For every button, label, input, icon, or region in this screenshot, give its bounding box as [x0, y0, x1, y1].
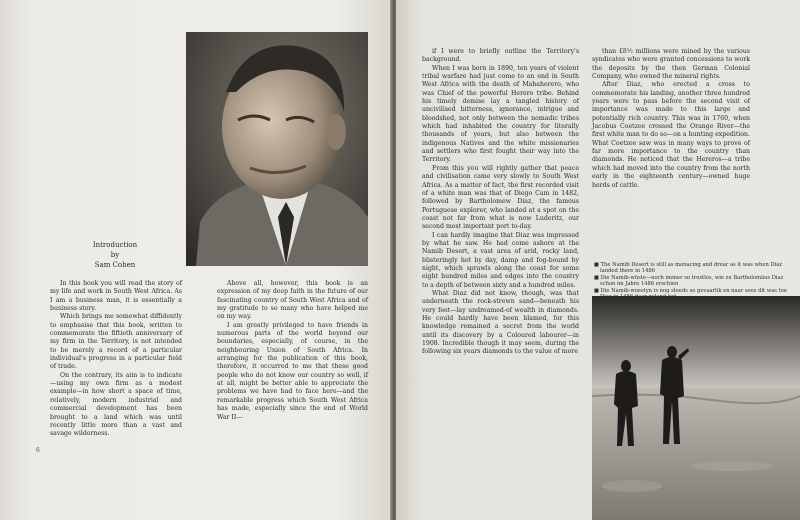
desert-photo [592, 296, 800, 520]
intro-line-3: Sam Cohen [94, 261, 136, 269]
left-page [0, 0, 392, 520]
paragraph: What Diaz did not know, though, was that underneath the rock-strewn sand—beneath his very feet—lay undreamed-of wealth in diamonds. He could hardly have been blamed, for this knowledge remained a secret from the world until its discovery by a Coloured labourer—in 1908. Incredible though it may seem, during the following six years diamonds to the value of more [422, 289, 579, 356]
caption-english: ■ The Namib Desert is still as menacing and drear as it was when Diaz landed there in 1486 [594, 262, 783, 275]
paragraph: I can hardly imagine that Diaz was impressed by what he saw. He had come ashore at the Namib Desert, a vast area of arid, rocky land, blisteringly hot by day, damp and fog-bound by night, which sprawls along the coast for some eight hundred miles and edges into the country to a depth of between sixty and a hundred miles. [422, 231, 579, 289]
portrait-illustration [186, 32, 368, 266]
text-column-2 [217, 280, 368, 422]
intro-line-1: Introduction [92, 241, 138, 249]
paragraph: if I were to briefly outline the Territory's background. [422, 48, 579, 64]
paragraph: I am greatly privileged to have friends in numerous parts of the world beyond our boundaries, especially, of course, in the neighbouring Union of South Africa. In arranging for the publication of this book, therefore, it occurred to me that these good people who do not know our country so well, if at all, might be better able to appreciate the problems we have had to face here—and the remarkable progress which South West Africa has made, especially since the end of World War II— [217, 321, 368, 421]
portrait-photo [186, 32, 368, 266]
paragraph: In this book you will read the story of my life and work in South West Africa. As I am a business man, it is essentially a business story. [50, 280, 182, 313]
paragraph: From this you will rightly gather that peace and civilisation came very slowly to South West Africa. As a matter of fact, the first recorded visit of a white man was that of Diego Cam in 1482, followed by Bartholomew Diaz, the famous Portuguese explorer, who landed at a spot on the coast not far from what is now Luderitz, our second most important port to-day. [422, 164, 579, 231]
text-column-4 [592, 48, 750, 190]
paragraph: On the contrary, its aim is to indicate—using my own firm as a modest example—in how short a space of time, relatively, modern industrial and commercial development has been brought to a land which was until recently little more than a vast and savage wilderness. [50, 371, 182, 438]
text-column-3 [422, 48, 579, 357]
paragraph: When I was born in 1890, ten years of violent tribal warfare had just come to an end in South West Africa with the death of Mahaherero, who was Chief of the powerful Herero tribe. Behind his timely demise lay a tangled history of uncivilised bitterness, ignorance, intrigue and bloodshed, not only between the nomadic tribes which had inhabited the country for literally thousands of years, but also between the indigenous Natives and the white missionaries and settlers who first fought their way into the Territory. [422, 64, 579, 164]
desert-illustration [592, 296, 800, 520]
photo-captions [594, 262, 790, 300]
paragraph: After Diaz, who erected a cross to commemorate his landing, another three hundred years were to pass before the second visit of importance was made to this large and potentially rich country. This was in 1760, when Jacobus Coetzee crossed the Orange River—the first white man to do so—on a hunting expedition. What Coetzee saw was in many ways to prove of far more importance to the country than diamonds. He noticed that the Hereros—a tribe which had moved into the country from the north early in the eighteenth century—owned huge herds of cattle. [592, 81, 750, 189]
paragraph: Above all, however, this book is an expression of my deep faith in the future of our fascinating country of South West Africa and of my gratitude to so many who have helped me on my way. [217, 280, 368, 321]
intro-heading [60, 240, 170, 270]
paragraph: Which brings me somewhat diffidently to emphasise that this book, written to commemorate the fiftieth anniversary of my firm in the Territory, is not intended to be merely a record of a particular individual's progress in a particular field of trade. [50, 313, 182, 371]
caption-afrikaans: ■ Die Namib-woestyn is nog steeds so gevaarlik en naar soos dit was toe [594, 287, 787, 294]
text-column-1 [50, 280, 182, 439]
intro-line-2: by [110, 251, 120, 259]
caption-german: ■ Die Namib-wüste—noch immer so trostlos, wie zu Bartholomäus Diaz schon im Jahre 1486 erschien [594, 274, 784, 288]
page-number: 6 [36, 447, 40, 454]
paragraph: than £8½ millions were mined by the various syndicates who were granted concessions to work the deposits by the then German Colonial Company, who owned the mineral rights. [592, 48, 750, 81]
